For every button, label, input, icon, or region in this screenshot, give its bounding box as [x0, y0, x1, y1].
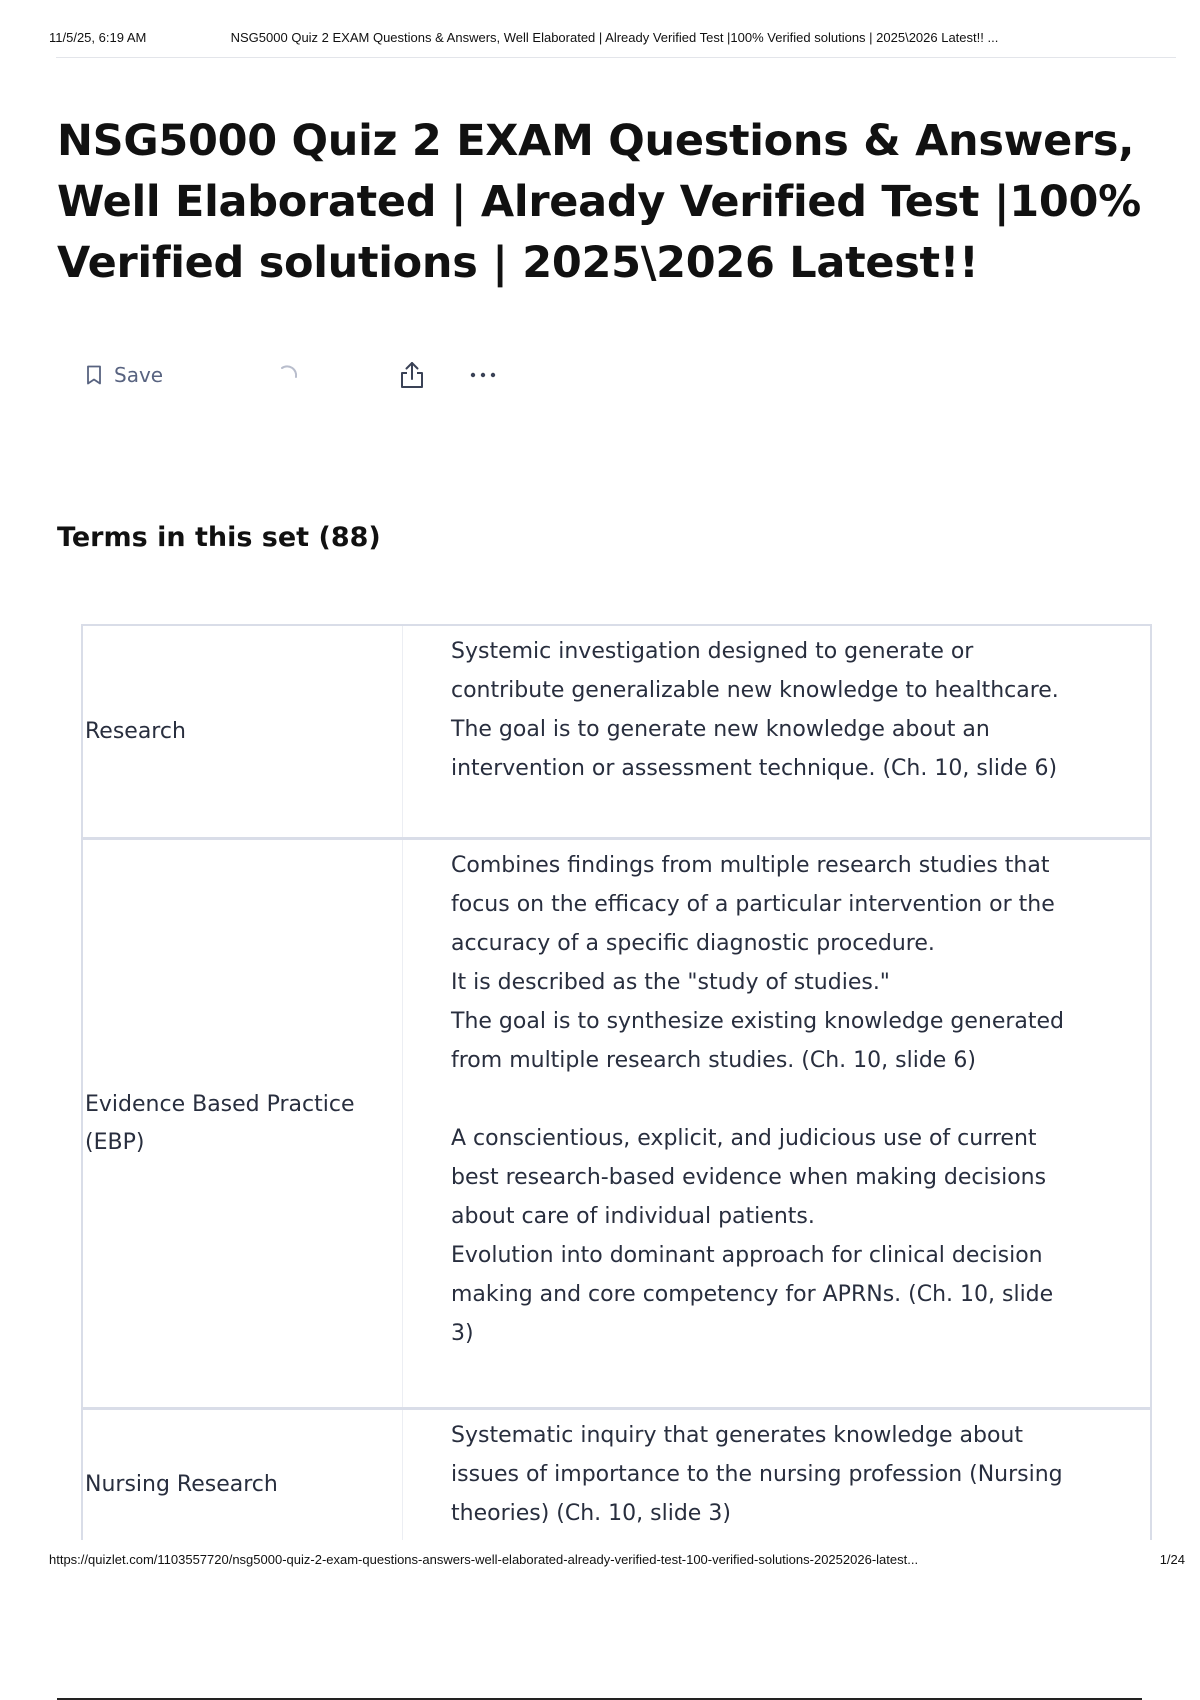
print-url: https://quizlet.com/1103557720/nsg5000-quiz-2-exam-questions-answers-well-elaborated-already-verified-test-100-verified-solutions-20252026-latest... — [49, 1552, 919, 1567]
term-text: Evidence Based Practice (EBP) — [83, 840, 403, 1407]
save-button[interactable] — [86, 360, 163, 390]
action-bar — [86, 360, 506, 390]
spinner-icon — [276, 363, 300, 387]
definition-text: Combines findings from multiple research studies that focus on the efficacy of a particular intervention or the accuracy of a specific diagnostic procedure. It is described as the "study of studies." The goal is to synthesize existing knowledge generated from multiple research studies. (Ch. 10, slide 6) A conscientious, explicit, and judicious use of current best research-based evidence when making decisions about care of individual patients. Evolution into dominant approach for clinical decision making and core competency for APRNs. (Ch. 10, slide 3) — [451, 853, 1065, 1346]
print-doc-title: NSG5000 Quiz 2 EXAM Questions & Answers, Well Elaborated | Already Verified Test |100% Verified solutions | 2025\2026 Latest!! ... — [230, 30, 999, 45]
print-header — [49, 30, 1177, 45]
bookmark-icon — [86, 365, 102, 385]
more-icon[interactable] — [468, 360, 498, 390]
page-title: NSG5000 Quiz 2 EXAM Questions & Answers, Well Elaborated | Already Verified Test |100% Verified solutions | 2025\2026 Latest!! — [57, 116, 1141, 288]
print-date: 11/5/25, 6:19 AM — [49, 30, 147, 45]
term-row — [83, 840, 1150, 1410]
definition-text: Systematic inquiry that generates knowledge about issues of importance to the nursing profession (Nursing theories) (Ch. 10, slide 3) — [451, 1423, 1063, 1526]
term-text: Research — [83, 626, 403, 837]
terms-heading: Terms in this set (88) — [57, 522, 381, 553]
term-row — [83, 626, 1150, 840]
definition-text: Systemic investigation designed to generate or contribute generalizable new knowledge to healthcare. The goal is to generate new knowledge about an intervention or assessment technique. (Ch. 10, slide 6) — [451, 639, 1059, 781]
print-footer — [49, 1552, 1185, 1567]
term-text: Nursing Research — [83, 1410, 403, 1540]
term-row — [83, 1410, 1150, 1540]
header-divider — [56, 57, 1176, 58]
page-number: 1/24 — [1159, 1552, 1185, 1567]
terms-list — [81, 624, 1152, 1540]
share-icon[interactable] — [398, 360, 426, 390]
save-label: Save — [114, 363, 164, 387]
